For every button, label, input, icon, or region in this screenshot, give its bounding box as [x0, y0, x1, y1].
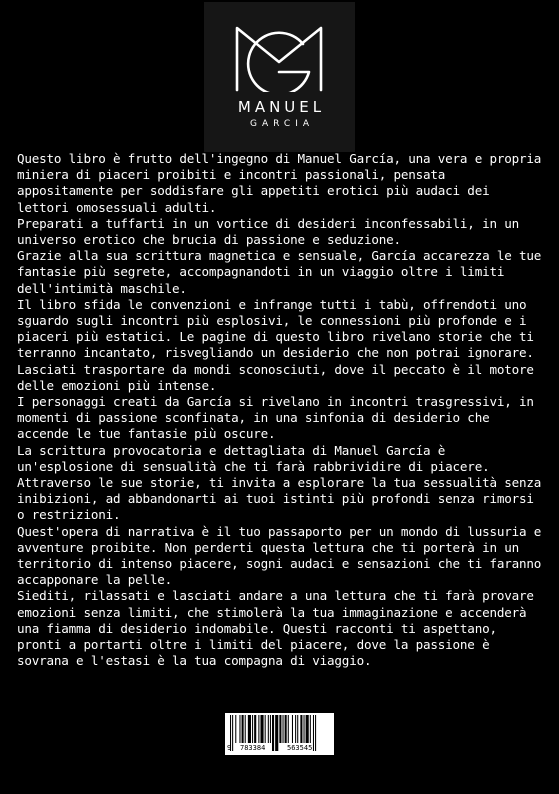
- barcode-bar: [235, 715, 236, 743]
- barcode-bar: [265, 715, 266, 743]
- barcode-bar: [272, 715, 274, 751]
- description-paragraph-9: Siediti, rilassati e lasciati andare a una lettura che ti farà provare emozioni senza limiti, che stimolerà la tua immaginazione e accenderà una fiamma di desiderio indomabile. Questi racconti ti aspettano, pronti a portarti oltre i limiti del piacere, dove la passione è sovrana e l'estasi è la tua compagna di viaggio.: [17, 588, 534, 669]
- mg-monogram-icon: [234, 22, 325, 92]
- barcode-bar: [239, 715, 240, 743]
- logo-author-last-name: GARCIA: [249, 119, 315, 129]
- barcode-bar: [260, 715, 263, 743]
- logo-author-first-name: MANUEL: [237, 98, 326, 116]
- barcode-first-digit: 9: [227, 744, 232, 752]
- barcode-bar: [242, 715, 244, 743]
- author-logo: [204, 2, 355, 152]
- description-paragraph-2: Preparati a tuffarti in un vortice di desideri inconfessabili, in un universo erotico che brucia di passione e seduzione.: [17, 215, 519, 248]
- barcode-bar: [288, 715, 289, 743]
- description-paragraph-1: Questo libro è frutto dell'ingegno di Manuel García, una vera e propria miniera di piaceri proibiti e incontri passionali, pensata appositamente per soddisfare gli appetiti erotici più audaci dei lettori omosessuali adulti.: [17, 151, 542, 215]
- barcode-bar: [279, 715, 281, 743]
- barcode-bar: [300, 715, 302, 743]
- barcode-bar: [297, 715, 298, 743]
- barcode-bar: [306, 715, 309, 743]
- barcode-bar: [248, 715, 251, 743]
- barcode-bar: [270, 715, 271, 743]
- barcode-bar: [304, 715, 305, 743]
- barcode-right-group: 563545: [287, 744, 313, 752]
- description-paragraph-5: Lasciati trasportare da mondi sconosciuti, dove il peccato è il motore delle emozioni più intense.: [17, 361, 534, 393]
- barcode-bar: [232, 715, 233, 751]
- isbn-barcode: [225, 713, 334, 755]
- barcode-bar: [283, 715, 284, 743]
- barcode-bar: [310, 715, 311, 743]
- barcode-bar: [245, 715, 246, 743]
- barcode-bar: [275, 715, 278, 751]
- barcode-bar: [313, 715, 314, 751]
- description-paragraph-6: I personaggi creati da García si rivelano in incontri trasgressivi, in momenti di passione sconfinata, in una sinfonia di desiderio che accende le tue fantasie più oscure.: [17, 394, 534, 442]
- description-paragraph-7: La scrittura provocatoria e dettagliata di Manuel García è un'esplosione di sensualità che ti farà rabbrividire di piacere. Attraverso le sue storie, ti invita a esplorare la tua sessualità senza inibizioni, ad abbandonarti ai tuoi istinti più profondi senza rimorsi o restrizioni.: [17, 442, 542, 523]
- barcode-bar: [292, 715, 293, 743]
- description-paragraph-8: Quest'opera di narrativa è il tuo passaporto per un mondo di lussuria e avventure proibite. Non perderti questa lettura che ti porterà in un territorio di intenso piacere, sogni audaci e sensazioni che ti faranno accapponare la pelle.: [17, 523, 542, 588]
- barcode-bar: [315, 715, 316, 751]
- barcode-bar: [252, 715, 253, 743]
- barcode-bar: [285, 715, 287, 743]
- back-cover-description: [17, 151, 547, 670]
- barcode-bar: [295, 715, 296, 743]
- barcode-left-group: 783384: [240, 744, 266, 752]
- description-paragraph-3: Grazie alla sua scrittura magnetica e sensuale, García accarezza le tue fantasie più segrete, accompagnandoti in un viaggio oltre i limiti dell'intimità maschile.: [17, 248, 542, 296]
- description-paragraph-4: Il libro sfida le convenzioni e infrange tutti i tabù, offrendoti uno sguardo sugli incontri più esplosivi, le connessioni più profonde e i piaceri più estatici. Le pagine di questo libro rivelano storie che ti terranno incantato, risvegliando un desiderio che non potrai ignorare.: [17, 296, 534, 361]
- barcode-bar: [268, 715, 269, 743]
- barcode-bar: [254, 715, 256, 743]
- barcode-bar: [258, 715, 259, 743]
